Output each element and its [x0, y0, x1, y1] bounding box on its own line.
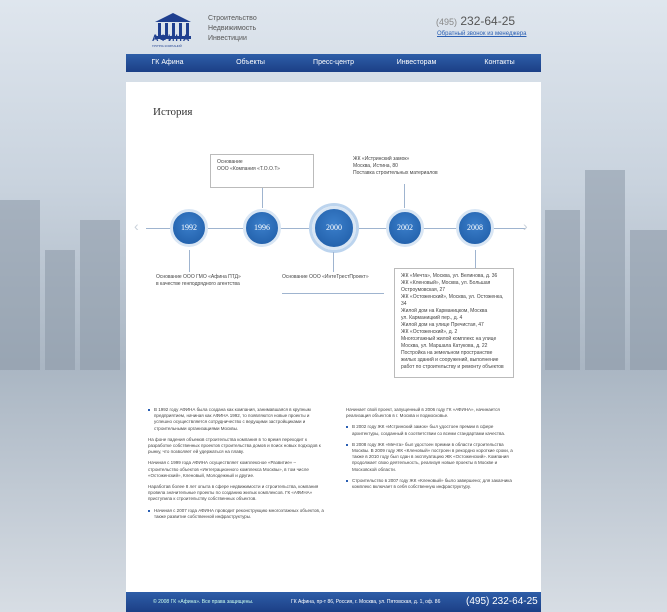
year-2000[interactable]: 2000	[312, 206, 356, 250]
paragraph: Начиная с 2007 года АФИНА проводит реконструкцию многоэтажных объектов, а также развитие собственной инфраструктуры.	[148, 508, 324, 520]
nav-item-press[interactable]: Пресс-центр	[313, 59, 354, 66]
connector	[333, 252, 334, 272]
paragraph: В 2008 году ЖК «Мечта» был удостоен премии в области строительства Москвы. В 2009 году ЖК «Кленовый» построен в рекордно короткие сроки, а также в 2010 году был сдан в эксплуатацию ЖК «Остоженский». Компания продолжает свою деятельность, реализуя новые проекты в Москве и Московской области.	[346, 442, 522, 473]
timeline-box-1996: Основание ООО «Компания «Т.О.О.Т»	[210, 154, 314, 188]
logo-subtitle: ГРУППА КОМПАНИЙ	[152, 44, 182, 48]
tagline	[208, 14, 257, 44]
phone-code: (495)	[436, 17, 458, 27]
timeline-box-1992: Основание ООО ГМО «Афина ПТД» в качестве генподрядного агентства	[156, 274, 266, 298]
timeline-box-2000: Основание ООО «ИнтеТрестПроект»	[282, 274, 384, 294]
footer-phone: (495) 232-64-25	[466, 596, 538, 607]
callback-link[interactable]: Обратный звонок из менеджера	[437, 31, 527, 37]
paragraph: Начинает свой проект, запущенный в 2006 году ГК «АФИНА», начинается реализация объектов в г. Москва и подмосковье.	[346, 407, 500, 419]
page-title: История	[153, 106, 193, 118]
connector	[475, 250, 476, 268]
connector	[189, 250, 190, 272]
tagline-line: Недвижимость	[208, 25, 257, 32]
paragraph: Строительство в 2007 году ЖК «Кленовый» было завершено; для заказчика комплекс включает в себя собственную инфраструктуру.	[346, 478, 522, 490]
text-column-left	[148, 407, 324, 525]
header-phone	[436, 14, 515, 28]
connector	[262, 188, 263, 208]
text-column-right	[346, 407, 522, 495]
footer	[126, 592, 541, 612]
phone-number: 232-64-25	[460, 14, 516, 28]
connector	[404, 184, 405, 208]
nav-item-objects[interactable]: Объекты	[236, 59, 265, 66]
timeline-box-2008: ЖК «Мечта», Москва, ул. Велинова, д. 36 ЖК «Кленовый», Москва, ул. Большая Остроумовская, 27 ЖК «Остоженский», Москва, ул. Остоженка, 34 Жилой дом на Карманицком, Москва ул. Карманицкий пер., д. 4 Жилой дом на улице Пречистая, 47 ЖК «Остоженский», д. 2 Многоэтажный жилой комплекс на улице Москва, ул. Маршала Катукова, д. 22 Постройка на земельном пространстве жилых зданий и сооружений, выполнение работ по строительству и ремонту объектов	[394, 268, 514, 378]
paragraph: В 1992 году АФИНА была создана как компания, занимавшаяся в крупным предприятием, начиная как АФИНА 1992, то появляются новые проекты и успешно осуществляется сотрудничество с ведущими застройщиками и строительными организациями Москвы.	[148, 407, 324, 432]
nav-item-contacts[interactable]: Контакты	[484, 59, 515, 66]
next-arrow-icon[interactable]: ›	[523, 218, 528, 234]
timeline-box-2002: ЖК «Истринский замок» Москва, Истина, 80 Поставка строительных материалов	[353, 156, 463, 184]
year-2002[interactable]: 2002	[386, 209, 424, 247]
paragraph: Начиная с 1999 года АФИНА осуществляет комплексное «Развитие» – строительство объектов «Интеграционного комплекса Москвы», в том числе «Остоженский», Кленовый, Молодежный и другие.	[148, 460, 309, 478]
prev-arrow-icon[interactable]: ‹	[134, 218, 139, 234]
nav-item-investors[interactable]: Инвесторам	[396, 59, 437, 66]
year-1996[interactable]: 1996	[243, 209, 281, 247]
paragraph: Наработав более 8 лет опыта в сфере недвижимости и строительства, компания провела значительные проекты по созданию жилых комплексов. ГК «АФИНА» приступила к строительству собственных объектов.	[148, 484, 319, 502]
paragraph: На фоне падения объемов строительства компания в то время переходит к разработке собственных проектов строительства домов и поиск новых подходов к рынку, что позволяет ей удержаться на плаву.	[148, 436, 321, 455]
tagline-line: Строительство	[208, 15, 257, 22]
footer-copyright: © 2008 ГК «Афина». Все права защищены.	[153, 599, 254, 605]
main-nav	[126, 54, 541, 72]
content-panel	[126, 82, 541, 606]
tagline-line: Инвестиции	[208, 35, 247, 42]
footer-address: ГК Афина, пр-т 86, Россия, г. Москва, ул. Пятовская, д. 1, оф. 86	[291, 599, 441, 605]
year-1992[interactable]: 1992	[170, 209, 208, 247]
year-2008[interactable]: 2008	[456, 209, 494, 247]
paragraph: В 2002 году ЖК «Истринский замок» был удостоен премии в сфере архитектуры, созданный в соответствии со всеми стандартами качества.	[346, 424, 522, 436]
header	[0, 0, 667, 54]
logo-text: АФИНА	[152, 33, 191, 43]
nav-item-company[interactable]: ГК Афина	[151, 59, 184, 66]
